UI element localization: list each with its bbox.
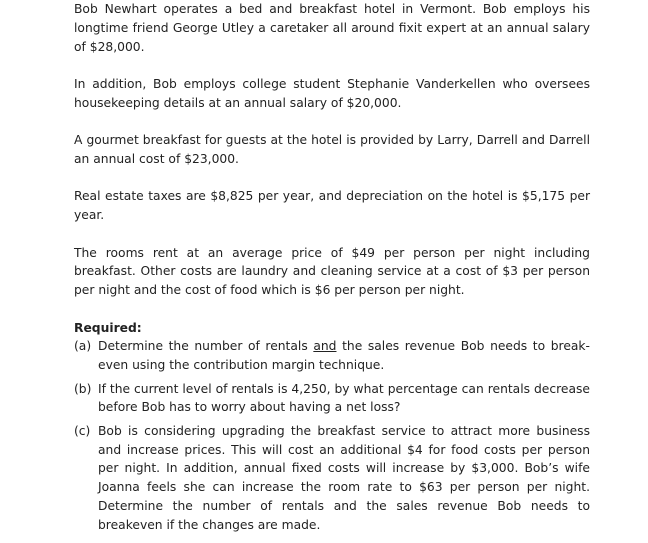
required-heading: Required: bbox=[74, 320, 142, 335]
required-item-c bbox=[74, 422, 590, 535]
required-item-a bbox=[74, 337, 590, 375]
paragraph-intro: Bob Newhart operates a bed and breakfast hotel in Vermont. Bob employs his longtime friend George Utley a caretaker all around fixit expert at an annual salary of $28,000. bbox=[74, 2, 590, 54]
document-page bbox=[74, 0, 590, 539]
paragraph-taxes: Real estate taxes are $8,825 per year, and depreciation on the hotel is $5,175 per year. bbox=[74, 189, 590, 223]
required-item-letter: (a) bbox=[74, 339, 92, 354]
required-list bbox=[74, 337, 590, 534]
paragraph-breakfast: A gourmet breakfast for guests at the hotel is provided by Larry, Darrell and Darrell an annual cost of $23,000. bbox=[74, 133, 590, 166]
paragraph-rooms: The rooms rent at an average price of $49 per person per night including breakfast. Other costs are laundry and cleaning service at a cost of $3 per person per night and the cost of food which is $6 per person per night. bbox=[74, 245, 590, 298]
paragraph-housekeeping: In addition, Bob employs college student Stephanie Vanderkellen who oversees housekeeping details at an annual salary of $20,000. bbox=[74, 76, 590, 110]
required-section bbox=[74, 319, 590, 535]
required-item-text bbox=[98, 337, 590, 375]
required-item-text: Bob is considering upgrading the breakfast service to attract more business and increase prices. This will cost an additional $4 for food costs per person per night. In addition, annual fixed costs will increase by $3,000. Bob’s wife Joanna feels she can increase the room rate to $63 per person per night. Determine the number of rentals and the sales revenue Bob needs to breakeven if the changes are made. bbox=[98, 423, 590, 532]
required-item-letter: (c) bbox=[74, 423, 91, 438]
underlined-word: and bbox=[313, 339, 337, 354]
required-item-text-part: the sales revenue Bob needs to break-even using the contribution margin technique. bbox=[98, 339, 590, 373]
required-item-text-part: Determine the number of rentals bbox=[98, 339, 314, 354]
required-item-text: If the current level of rentals is 4,250, by what percentage can rentals decrease before Bob has to worry about having a net loss? bbox=[98, 381, 590, 415]
required-item-b bbox=[74, 380, 590, 418]
required-item-letter: (b) bbox=[74, 381, 92, 396]
